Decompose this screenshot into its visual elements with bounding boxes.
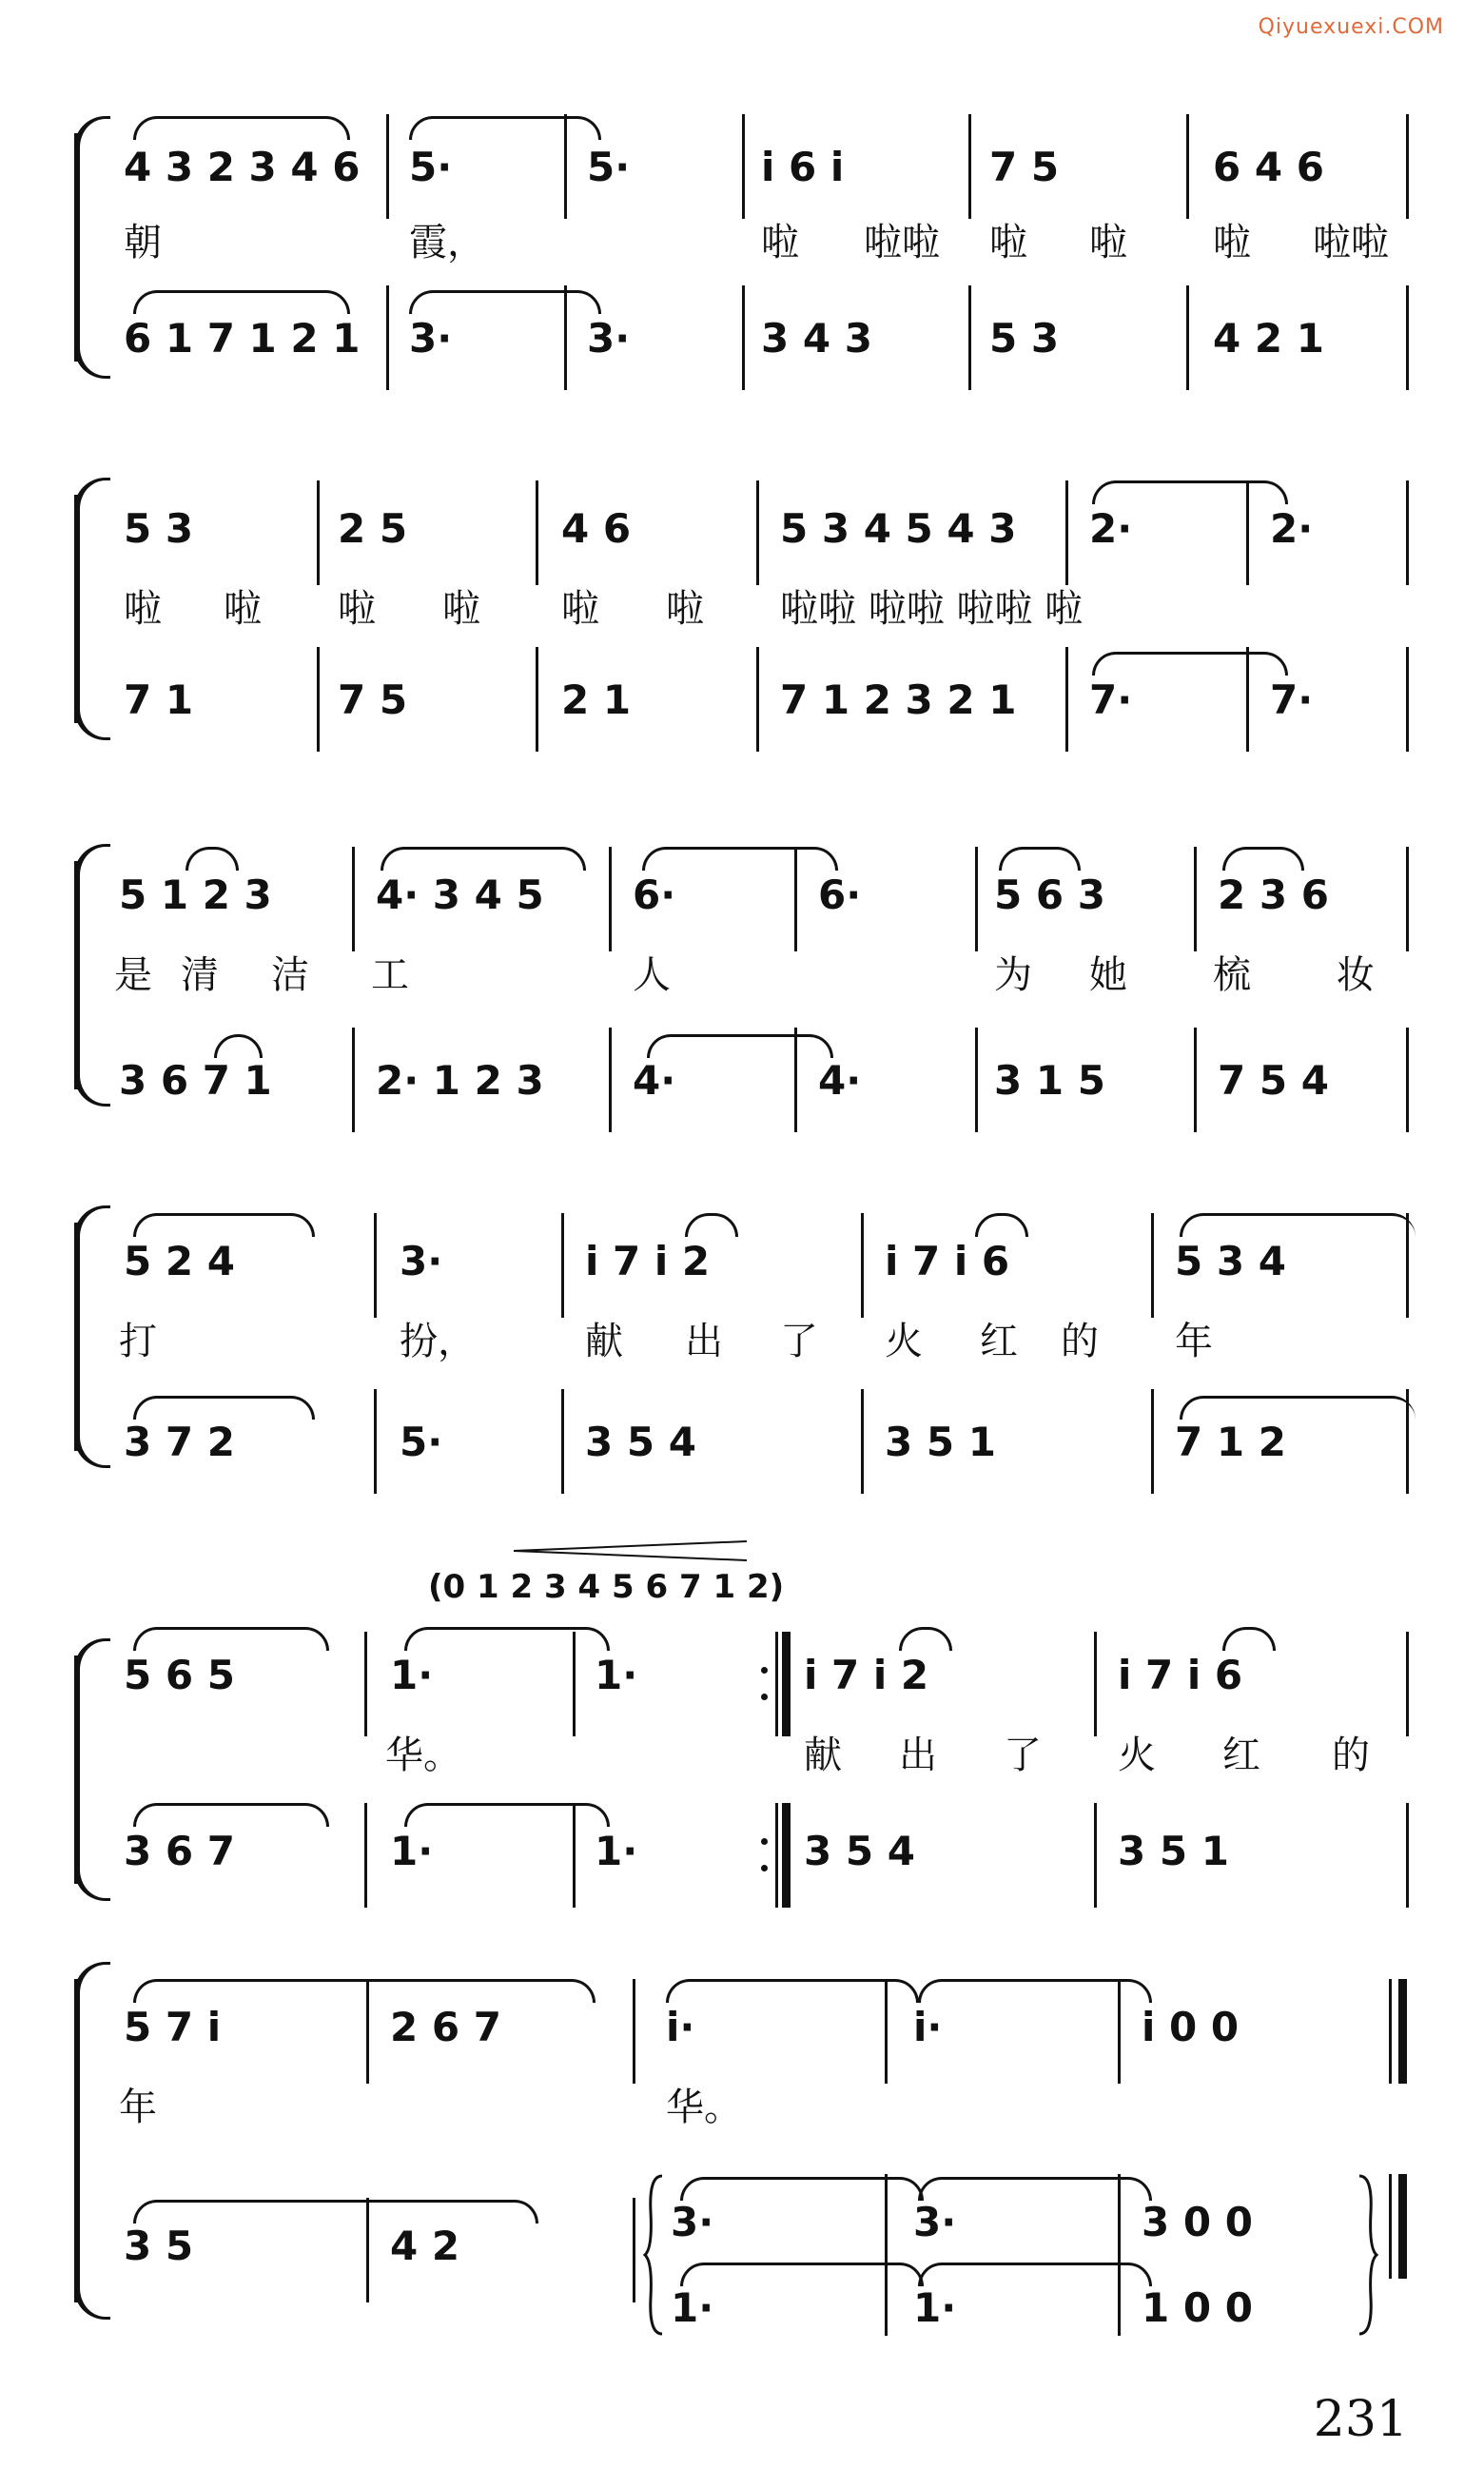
measure-note: 1· (671, 2284, 714, 2331)
repeat-dot (761, 1838, 768, 1845)
measure-note: 7· (1089, 676, 1133, 723)
barline (968, 285, 971, 390)
barline (1151, 1213, 1154, 1318)
repeat-dot (761, 1865, 768, 1871)
measure-note: 5 7 i (124, 2004, 222, 2050)
measure-note: 7 1 2 (1175, 1419, 1286, 1465)
measure-note: 7 1 2 3 2 1 (780, 676, 1017, 723)
slur (133, 116, 350, 140)
measure-note: 5 3 (124, 505, 194, 552)
lyric: 年 (1175, 1320, 1213, 1363)
system-4 (0, 1185, 1484, 1489)
system-bracket (74, 1979, 93, 2302)
barline (861, 1213, 864, 1318)
measure-note: 5 6 5 (124, 1652, 235, 1698)
measure-note: 3· (409, 315, 453, 362)
measure-note: 7 5 (338, 676, 408, 723)
barline (775, 1632, 778, 1736)
barline (742, 285, 745, 390)
measure-note: 2 1 (561, 676, 632, 723)
measure-note: 2· 1 2 3 (376, 1057, 544, 1104)
system-bracket (74, 133, 93, 362)
slur (133, 1396, 315, 1420)
measure-note: 3 5 4 (804, 1828, 915, 1874)
barline (975, 1028, 978, 1132)
lyric: 的 (1332, 1734, 1370, 1777)
slur (1092, 652, 1288, 676)
barline (633, 2198, 635, 2302)
measure-note: 4· (818, 1057, 862, 1104)
barline (1151, 1389, 1154, 1494)
lyric: 人 (633, 953, 671, 997)
barline (861, 1389, 864, 1494)
slur (133, 2200, 538, 2224)
measure-note: 5· (409, 144, 453, 190)
lyric: 霞， (409, 221, 485, 264)
slur (409, 290, 601, 314)
slur (647, 1034, 833, 1058)
slur (1180, 1396, 1416, 1420)
slur (918, 2177, 1152, 2201)
measure-note: 1· (913, 2284, 957, 2331)
slur (666, 1979, 919, 2003)
measure-note: 6 1 7 1 2 1 (124, 315, 361, 362)
barline (1094, 1632, 1097, 1736)
barline (364, 1632, 367, 1736)
watermark: Qiyuexuexi.COM (1258, 15, 1444, 39)
barline (968, 114, 971, 219)
lyric: 她 (1089, 953, 1127, 997)
measure-note: i· (913, 2004, 943, 2050)
barline (317, 480, 320, 585)
measure-note: 6· (818, 872, 862, 918)
barline (775, 1803, 778, 1908)
measure-note: 3· (671, 2199, 714, 2245)
lyric: 啦啦 啦啦 啦啦 啦 (780, 587, 1084, 631)
barline (536, 480, 538, 585)
barline (386, 285, 389, 390)
lyric: 的 (1061, 1320, 1099, 1363)
measure-note: 5· (587, 144, 631, 190)
barline (561, 1213, 564, 1318)
crescendo-hairpin (514, 1539, 752, 1562)
slur (133, 290, 350, 314)
barline (352, 847, 355, 951)
lyric: 啦 (124, 587, 162, 631)
barline (742, 114, 745, 219)
slur (918, 1979, 1152, 2003)
slur (642, 847, 838, 871)
measure-note: i· (666, 2004, 695, 2050)
lyric: 啦 (561, 587, 599, 631)
measure-note: 2· (1270, 505, 1314, 552)
measure-note: 3 5 1 (1118, 1828, 1229, 1874)
lyric: 啦 (1089, 221, 1127, 264)
barline (1194, 847, 1197, 951)
barline (352, 1028, 355, 1132)
measure-note: 6· (633, 872, 676, 918)
lyric: 是 (114, 953, 152, 997)
repeat-barline (782, 1632, 791, 1736)
measure-note: 3 5 1 (885, 1419, 996, 1465)
measure-note: 7· (1270, 676, 1314, 723)
measure-note: i 7 i 6 (885, 1238, 1010, 1284)
barline (609, 847, 612, 951)
lyric: 出 (685, 1320, 723, 1363)
lyric: 华。 (385, 1734, 461, 1777)
lyric: 啦 (442, 587, 480, 631)
lyric: 火 (885, 1320, 923, 1363)
system-1 (0, 95, 1484, 400)
lyric: 梳 (1213, 953, 1251, 997)
barline (1094, 1803, 1097, 1908)
barline (364, 1803, 367, 1908)
lyric: 出 (899, 1734, 937, 1777)
measure-note: 3 6 7 (124, 1828, 235, 1874)
lyric: 啦 (666, 587, 704, 631)
barline (317, 647, 320, 752)
slur (1222, 1627, 1276, 1651)
barline (1065, 647, 1068, 752)
system-3 (0, 823, 1484, 1127)
measure-note: 7 5 (989, 144, 1060, 190)
measure-note: 5 2 4 (124, 1238, 235, 1284)
barline (1406, 1803, 1409, 1908)
measure-note: 5 3 (989, 315, 1060, 362)
barline (756, 647, 759, 752)
lyric: 啦 (989, 221, 1027, 264)
barline (1389, 2174, 1392, 2279)
system-bracket (74, 861, 93, 1089)
lyric: 红 (1222, 1734, 1260, 1777)
slur (404, 1803, 610, 1827)
measure-note: 6 4 6 (1213, 144, 1324, 190)
final-barline (1398, 1979, 1407, 2084)
repeat-barline (782, 1803, 791, 1908)
slur (1092, 480, 1288, 504)
barline (1406, 1632, 1409, 1736)
system-5 (0, 1522, 1484, 1922)
slur (409, 116, 601, 140)
barline (975, 847, 978, 951)
lyric: 妆 (1337, 953, 1375, 997)
slur (381, 847, 586, 871)
measure-note: 4 2 1 (1213, 315, 1324, 362)
measure-note: 3 6 7 1 (119, 1057, 272, 1104)
lyric: 啦 (1213, 221, 1251, 264)
page-number: 231 (1313, 2391, 1408, 2448)
measure-note: 3 1 5 (994, 1057, 1105, 1104)
slur (1222, 847, 1304, 871)
slur (899, 1627, 952, 1651)
barline (756, 480, 759, 585)
barline (561, 1389, 564, 1494)
measure-note: 2· (1089, 505, 1133, 552)
measure-note: 4 3 2 3 4 6 (124, 144, 361, 190)
lyric: 红 (980, 1320, 1018, 1363)
measure-note: 3 7 2 (124, 1419, 235, 1465)
lyric: 啦啦 (864, 221, 940, 264)
lyric: 啦 (761, 221, 799, 264)
barline (1406, 847, 1409, 951)
lyric: 了 (1004, 1734, 1042, 1777)
lyric: 啦 (224, 587, 262, 631)
barline (1406, 285, 1409, 390)
measure-note: 1 0 0 (1142, 2284, 1253, 2331)
lyric: 扮， (400, 1320, 476, 1363)
measure-note: 7 5 4 (1218, 1057, 1329, 1104)
system-2 (0, 457, 1484, 761)
barline (374, 1389, 377, 1494)
slur (133, 1803, 329, 1827)
slur (1180, 1213, 1416, 1237)
measure-note: i 7 i 2 (804, 1652, 929, 1698)
barline (1065, 480, 1068, 585)
lyric: 火 (1118, 1734, 1156, 1777)
lyric: 年 (119, 2086, 157, 2129)
instrumental-intro: (0 1 2 3 4 5 6 7 1 2) (428, 1568, 785, 1606)
measure-note: 7 1 (124, 676, 194, 723)
lyric: 华。 (666, 2086, 742, 2129)
system-bracket (74, 1655, 93, 1884)
slur (680, 2263, 924, 2286)
system-bracket (74, 495, 93, 723)
measure-note: 3 5 (124, 2223, 194, 2269)
barline (1406, 114, 1409, 219)
measure-note: 3· (400, 1238, 443, 1284)
measure-note: 1· (390, 1652, 434, 1698)
measure-note: 3 5 4 (585, 1419, 696, 1465)
lyric: 清 (181, 953, 219, 997)
lyric: 献 (585, 1320, 623, 1363)
measure-note: 1· (595, 1828, 638, 1874)
lyric: 朝 (124, 221, 162, 264)
lyric: 洁 (271, 953, 309, 997)
lyric: 啦啦 (1313, 221, 1389, 264)
measure-note: i 0 0 (1142, 2004, 1240, 2050)
barline (609, 1028, 612, 1132)
slur (999, 847, 1081, 871)
barline (1389, 1979, 1392, 2084)
left-brace-icon (643, 2174, 666, 2336)
measure-note: 5· (400, 1419, 443, 1465)
measure-note: 2 3 6 (1218, 872, 1329, 918)
lyric: 献 (804, 1734, 842, 1777)
measure-note: 4· (633, 1057, 676, 1104)
measure-note: 2 6 7 (390, 2004, 501, 2050)
barline (1406, 480, 1409, 585)
lyric: 为 (994, 953, 1032, 997)
system-6 (0, 1960, 1484, 2360)
measure-note: 1· (390, 1828, 434, 1874)
barline (386, 114, 389, 219)
measure-note: 3 0 0 (1142, 2199, 1253, 2245)
barline (1186, 285, 1189, 390)
slur (186, 847, 239, 871)
slur (133, 1627, 329, 1651)
measure-note: i 7 i 6 (1118, 1652, 1243, 1698)
right-brace-icon (1356, 2174, 1378, 2336)
measure-note: 1· (595, 1652, 638, 1698)
measure-note: 4 2 (390, 2223, 460, 2269)
barline (633, 1979, 635, 2084)
measure-note: i 6 i (761, 144, 845, 190)
slur (133, 1213, 315, 1237)
lyric: 打 (119, 1320, 157, 1363)
barline (1406, 1028, 1409, 1132)
system-bracket (74, 1223, 93, 1451)
final-barline (1398, 2174, 1407, 2279)
measure-note: 5 3 4 (1175, 1238, 1286, 1284)
barline (374, 1213, 377, 1318)
measure-note: 4 6 (561, 505, 632, 552)
slur (918, 2263, 1152, 2286)
slur (214, 1034, 263, 1058)
repeat-dot (761, 1694, 768, 1700)
measure-note: 2 5 (338, 505, 408, 552)
slur (685, 1213, 738, 1237)
slur (404, 1627, 610, 1651)
slur (975, 1213, 1028, 1237)
lyric: 工 (371, 953, 409, 997)
measure-note: 3 4 3 (761, 315, 872, 362)
slur (133, 1979, 596, 2003)
measure-note: i 7 i 2 (585, 1238, 711, 1284)
measure-note: 3· (913, 2199, 957, 2245)
measure-note: 5 3 4 5 4 3 (780, 505, 1017, 552)
barline (1194, 1028, 1197, 1132)
barline (1406, 647, 1409, 752)
barline (1186, 114, 1189, 219)
barline (536, 647, 538, 752)
lyric: 啦 (338, 587, 376, 631)
measure-note: 3· (587, 315, 631, 362)
slur (680, 2177, 924, 2201)
measure-note: 5 1 2 3 (119, 872, 272, 918)
repeat-dot (761, 1667, 768, 1674)
measure-note: 5 6 3 (994, 872, 1105, 918)
measure-note: 4· 3 4 5 (376, 872, 544, 918)
lyric: 了 (780, 1320, 818, 1363)
